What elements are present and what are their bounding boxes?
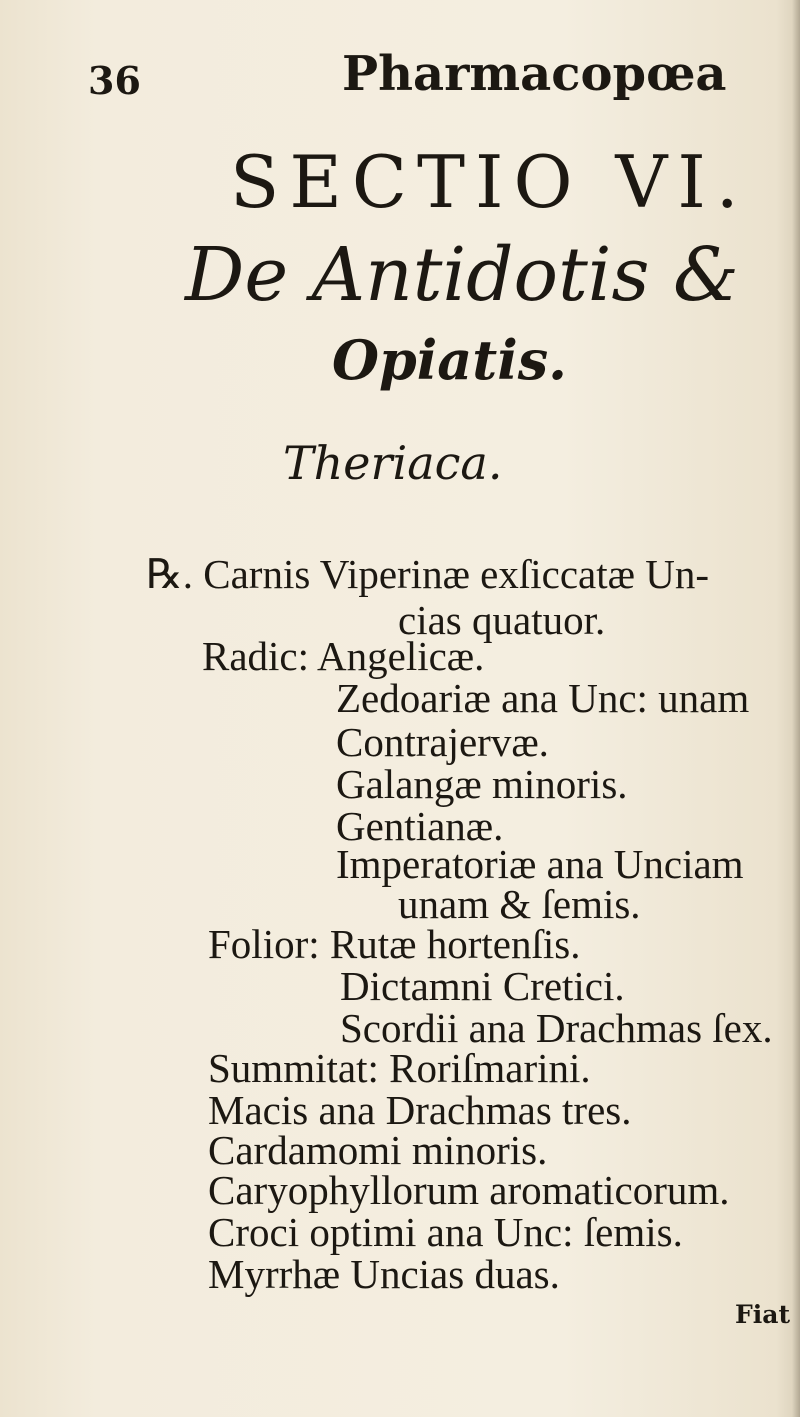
title-line-1: De Antidotis & (185, 232, 739, 318)
recipe-line: Zedoariæ ana Unc: unam (336, 675, 750, 721)
recipe-line: ℞. Carnis Viperinæ exſiccatæ Un- (146, 551, 710, 597)
recipe-line: cias quatuor. (398, 597, 606, 643)
recipe-line: Myrrhæ Uncias duas. (208, 1251, 560, 1297)
recipe-line: Imperatoriæ ana Unciam (336, 841, 744, 887)
page-edge-shadow (792, 0, 800, 1417)
recipe-heading: Theriaca. (283, 436, 503, 490)
recipe-line: Gentianæ. (336, 803, 504, 849)
recipe-line: Macis ana Drachmas tres. (208, 1087, 632, 1133)
running-head: Pharmacopœa (342, 46, 727, 102)
page-number: 36 (88, 58, 141, 103)
catchword: Fiat (735, 1300, 790, 1329)
recipe-line: Galangæ minoris. (336, 761, 628, 807)
section-title: SECTIO VI. (230, 140, 749, 224)
recipe-line: Radic: Angelicæ. (202, 633, 485, 679)
recipe-line: Folior: Rutæ hortenſis. (208, 921, 581, 967)
recipe-line: Contrajervæ. (336, 719, 549, 765)
recipe-line: Dictamni Cretici. (340, 963, 625, 1009)
recipe-line: Summitat: Roriſmarini. (208, 1045, 591, 1091)
recipe-line: Scordii ana Drachmas ſex. (340, 1005, 773, 1051)
title-line-2: Opiatis. (332, 328, 567, 392)
recipe-line: Caryophyllorum aromaticorum. (208, 1167, 730, 1213)
recipe-line: unam & ſemis. (398, 881, 641, 927)
recipe-line: Croci optimi ana Unc: ſemis. (208, 1209, 683, 1255)
recipe-line: Cardamomi minoris. (208, 1127, 548, 1173)
